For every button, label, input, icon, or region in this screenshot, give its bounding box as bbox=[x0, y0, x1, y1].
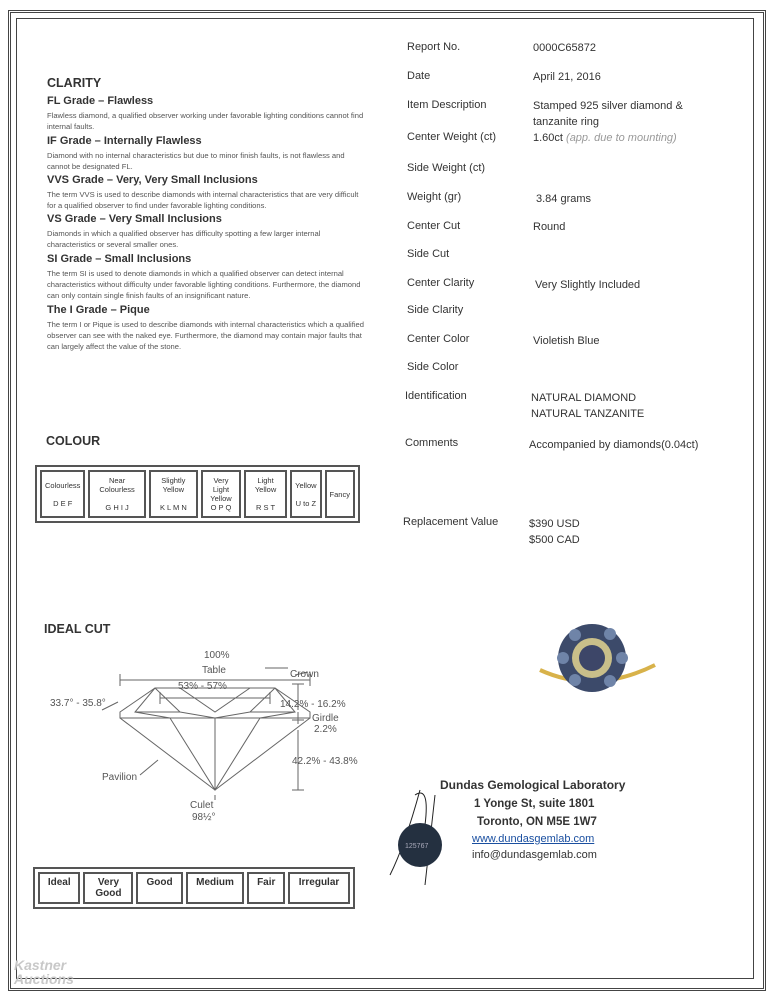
grade-title: SI Grade – Small Inclusions bbox=[47, 253, 192, 265]
watermark-logo: Kastner Auctions bbox=[14, 957, 74, 987]
field-label: Center Weight (ct) bbox=[407, 131, 497, 143]
date-value: April 21, 2016 bbox=[533, 71, 601, 83]
center-cut-value: Round bbox=[533, 221, 566, 233]
culet-label: Culet bbox=[190, 800, 214, 811]
field-label: Side Weight (ct) bbox=[407, 162, 486, 174]
grade-desc: Diamonds in which a qualified observer has difficulty spotting a few larger internal characteristics or several smaller ones. bbox=[47, 229, 321, 249]
cut-cell: Medium bbox=[186, 872, 245, 904]
grade-title: VVS Grade – Very, Very Small Inclusions bbox=[47, 174, 258, 186]
grade-desc: The term VVS is used to describe diamonds with internal characteristics that are very difficult for a qualified observer to find under favorable lighting conditions. bbox=[47, 190, 359, 210]
field-label: Report No. bbox=[407, 41, 461, 53]
clarity-grade bbox=[47, 253, 367, 301]
field-label: Center Cut bbox=[407, 220, 461, 232]
field-label: Center Clarity bbox=[407, 277, 475, 289]
replacement-value-usd: $390 USD bbox=[529, 518, 580, 530]
lab-website-link[interactable]: www.dundasgemlab.com bbox=[472, 833, 595, 845]
report-number: 0000C65872 bbox=[533, 42, 597, 54]
clarity-grade bbox=[47, 95, 367, 132]
identification-value: NATURAL DIAMOND bbox=[531, 392, 637, 404]
cut-cell: Very Good bbox=[83, 872, 133, 904]
clarity-grade bbox=[47, 213, 367, 250]
clarity-grade bbox=[47, 304, 367, 352]
colour-cell: Slightly Yellow K L M N bbox=[149, 470, 198, 518]
center-color-value: Violetish Blue bbox=[533, 335, 600, 347]
clarity-heading: CLARITY bbox=[47, 76, 102, 90]
clarity-grade bbox=[47, 135, 367, 172]
pavilion-label: Pavilion bbox=[102, 772, 138, 783]
grade-desc: The term SI is used to denote diamonds in which a qualified observer can detect internal characteristics without difficulty under favorable lighting conditions. Furthermore, the diamond can only contain single finish faults of an insignificant nature. bbox=[47, 269, 361, 300]
lab-email[interactable]: info@dundasgemlab.com bbox=[472, 849, 597, 861]
grade-desc: Flawless diamond, a qualified observer working under favorable lighting conditions cannot find internal faults. bbox=[47, 111, 364, 131]
field-label: Side Clarity bbox=[407, 304, 464, 316]
comments-value: Accompanied by diamonds(0.04ct) bbox=[529, 439, 699, 451]
crown-label: Crown bbox=[290, 669, 319, 680]
colour-cell: Light Yellow R S T bbox=[244, 470, 287, 518]
grade-title: FL Grade – Flawless bbox=[47, 95, 154, 107]
field-label: Side Color bbox=[407, 361, 459, 373]
diamond-cut-diagram bbox=[40, 640, 360, 825]
colour-cell: Yellow U to Z bbox=[290, 470, 321, 518]
pavilion-depth: 42.2% - 43.8% bbox=[292, 756, 358, 767]
cut-cell: Ideal bbox=[38, 872, 80, 904]
field-label: Side Cut bbox=[407, 248, 450, 260]
colour-heading: COLOUR bbox=[46, 434, 101, 448]
field-label: Comments bbox=[405, 437, 459, 449]
grade-title: The I Grade – Pique bbox=[47, 304, 150, 316]
center-clarity-value: Very Slightly Included bbox=[535, 279, 641, 291]
girdle-label: Girdle bbox=[312, 713, 339, 724]
colour-cell: Fancy bbox=[325, 470, 355, 518]
item-description-value: Stamped 925 silver diamond & tanzanite ring bbox=[533, 100, 683, 128]
ideal-cut-heading: IDEAL CUT bbox=[44, 622, 111, 636]
grade-title: VS Grade – Very Small Inclusions bbox=[47, 213, 222, 225]
colour-cell: Near Colourless G H I J bbox=[88, 470, 145, 518]
ring-photo bbox=[530, 620, 660, 695]
svg-text:125767: 125767 bbox=[405, 843, 429, 850]
grade-desc: The term I or Pique is used to describe diamonds with internal characteristics which a qualified observer can see with the naked eye. Furthermore, the diamond may contain major faults that can largely affect the value of the stone. bbox=[47, 320, 364, 351]
colour-table bbox=[35, 465, 360, 523]
width-label: 100% bbox=[204, 650, 230, 661]
lab-city: Toronto, ON M5E 1W7 bbox=[477, 816, 597, 828]
center-weight-value: 1.60ct bbox=[533, 132, 563, 144]
girdle-value: 2.2% bbox=[314, 724, 337, 735]
clarity-grade bbox=[47, 174, 367, 211]
lab-name: Dundas Gemological Laboratory bbox=[440, 778, 626, 792]
colour-cell: Very Light Yellow O P Q bbox=[201, 470, 241, 518]
field-label: Date bbox=[407, 70, 431, 82]
culet-value: 98½° bbox=[192, 812, 216, 823]
table-value: 53% - 57% bbox=[178, 681, 227, 692]
cut-cell: Irregular bbox=[288, 872, 350, 904]
colour-cell: Colourless D E F bbox=[40, 470, 85, 518]
lab-address: 1 Yonge St, suite 1801 bbox=[474, 798, 595, 810]
crown-height: 14.2% - 16.2% bbox=[280, 699, 346, 710]
grade-desc: Diamond with no internal characteristics but due to minor finish faults, is not flawless and cannot be designated FL. bbox=[47, 151, 345, 171]
cut-cell: Fair bbox=[247, 872, 285, 904]
field-label: Item Description bbox=[407, 99, 487, 111]
seal-and-signature bbox=[385, 785, 460, 895]
field-label: Weight (gr) bbox=[407, 191, 462, 203]
field-label: Identification bbox=[405, 390, 467, 402]
table-label: Table bbox=[202, 665, 226, 676]
cut-cell: Good bbox=[136, 872, 182, 904]
field-label: Center Color bbox=[407, 333, 470, 345]
weight-value: 3.84 grams bbox=[536, 193, 592, 205]
grade-title: IF Grade – Internally Flawless bbox=[47, 135, 202, 147]
replacement-value-cad: $500 CAD bbox=[529, 534, 580, 546]
cut-grade-table bbox=[33, 867, 355, 909]
crown-angle: 33.7° - 35.8° bbox=[50, 698, 106, 709]
field-label: Replacement Value bbox=[403, 516, 499, 528]
weight-note: (app. due to mounting) bbox=[566, 132, 677, 144]
identification-value: NATURAL TANZANITE bbox=[531, 408, 645, 420]
